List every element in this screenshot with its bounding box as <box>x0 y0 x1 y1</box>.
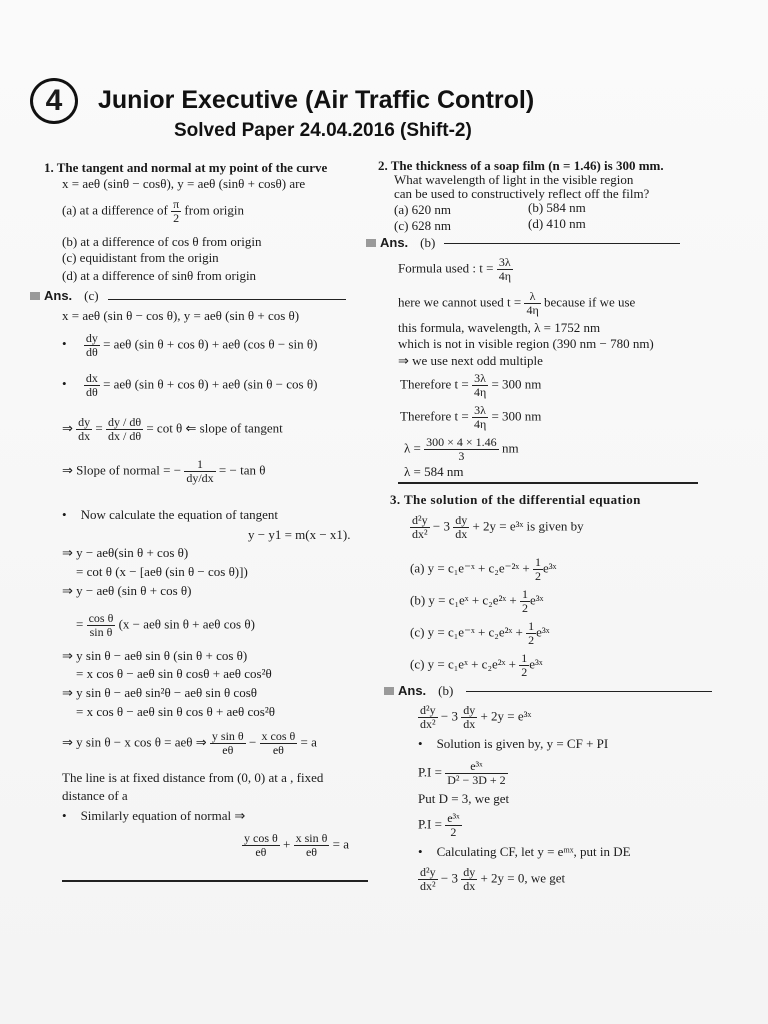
frac-pi <box>445 760 507 787</box>
q2-sol-line4: ⇒ we use next odd multiple <box>398 353 543 368</box>
q1-sol-step9-pre: ⇒ y sin θ − x cos θ = aeθ ⇒ <box>62 734 207 750</box>
q3-sol-pi <box>418 760 508 787</box>
frac-num: d²y <box>420 703 436 717</box>
frac-t1 <box>472 372 488 399</box>
q2-sol-here-post: because if we use <box>543 294 636 310</box>
answer-value: (b) <box>438 683 454 698</box>
answer-rule <box>108 299 346 300</box>
frac-den: 2 <box>521 665 528 679</box>
q3-sol-last-mid: − 3 <box>440 870 458 886</box>
q2-sol-therefore1 <box>400 372 541 399</box>
frac-ratio <box>106 416 143 443</box>
q1-sol-fixed-line2: distance of a <box>62 788 128 803</box>
frac-half <box>533 556 543 583</box>
q2-sol-here <box>398 290 635 317</box>
q1-stem-line2: x = aeθ (sinθ − cosθ), y = aeθ (sinθ + cosθ) are <box>62 176 306 191</box>
frac-den: sin θ <box>89 625 113 639</box>
frac-den: dx² <box>420 879 436 893</box>
frac-den: dθ <box>85 345 98 359</box>
frac-num: 1 <box>521 651 528 665</box>
q3-sol-de-mid: − 3 <box>440 708 458 724</box>
answer-marker-icon <box>30 292 40 300</box>
q2-sol-lambda <box>404 436 519 463</box>
answer-value: (c) <box>84 288 99 303</box>
q2-sol-lambda-pre: λ = <box>404 440 421 456</box>
frac-num: dy <box>455 513 468 527</box>
frac-num: 1 <box>528 619 535 633</box>
frac-num: • dx <box>85 371 98 385</box>
frac-den: eθ <box>272 743 284 757</box>
frac-num: 3λ <box>472 404 488 418</box>
page-subtitle: Solved Paper 24.04.2016 (Shift-2) <box>174 120 472 141</box>
q1-sol-similarly: • Similarly equation of normal ⇒ <box>62 808 245 823</box>
frac-3lambda <box>497 256 513 283</box>
q3-sol-de <box>418 704 531 731</box>
q3-de-post: + 2y = e³ˣ is given by <box>472 518 584 534</box>
q2-option-b: (b) 584 nm <box>528 200 586 215</box>
q3-option-d-text: (c) y = c₁eˣ + c₂e²ˣ + <box>410 656 516 672</box>
frac-den: dx <box>463 879 476 893</box>
q1-sol-step5: ⇒ y sin θ − aeθ sin θ (sin θ + cos θ) <box>62 648 248 663</box>
q2-sol-lambda-post: nm <box>501 440 519 456</box>
frac-num: x sin θ <box>295 831 328 845</box>
q1-sol-normal-eq: $\frac{\text{y cos θ}}{e\theta}$ + $\frac{\text{x sin θ}}{e\theta}$ = a <box>244 831 349 859</box>
frac-num: y cos θ <box>244 831 278 845</box>
q1-sol-now-calc: • Now calculate the equation of tangent <box>62 507 278 522</box>
q1-sol-fixed-line1: The line is at fixed distance from (0, 0) at a , fixed <box>62 770 324 785</box>
frac-den: 4η <box>473 385 487 399</box>
frac-num: e³ˣ <box>447 811 460 825</box>
q1-option-b: (b) at a difference of cos θ from origin <box>62 234 262 249</box>
frac-num: x cos θ <box>261 729 296 743</box>
frac-normal <box>184 458 215 485</box>
q2-stem-line2: What wavelength of light in the visible region <box>394 172 634 187</box>
frac-den: dx <box>78 429 91 443</box>
q3-option-tail: e³ˣ <box>536 624 550 640</box>
q1-sol-step3: ⇒ y − aeθ (sin θ + cos θ) <box>62 583 192 598</box>
q3-stem-line1: 3. The solution of the differential equation <box>390 492 641 507</box>
frac-num: e³ˣ <box>445 760 507 774</box>
answer-rule <box>444 243 680 244</box>
frac-den: 2 <box>450 825 457 839</box>
q2-option-d: (d) 410 nm <box>528 216 586 231</box>
frac-den: dx² <box>412 527 428 541</box>
q1-sol-step8: = x cos θ − aeθ sin θ cos θ + aeθ cos²θ <box>76 704 275 719</box>
frac-den: eθ <box>222 743 234 757</box>
frac-den: 2 <box>534 569 541 583</box>
frac-dydx <box>461 866 477 893</box>
q2-option-c: (c) 628 nm <box>394 218 452 233</box>
frac-den: dx² <box>420 717 436 731</box>
frac-num: • dy <box>85 331 98 345</box>
q3-option-tail: e³ˣ <box>542 560 557 576</box>
q1-sol-step4: = $\frac{\text{cos θ}}{\text{sin θ}}$ (x − aeθ sin θ + aeθ cos θ) <box>76 611 255 639</box>
frac-dydx <box>461 704 477 731</box>
q2-sol-therefore2 <box>400 404 541 431</box>
q3-de <box>410 514 584 541</box>
q1-sol-step2: = cot θ (x − [aeθ (sin θ − cos θ)]) <box>76 564 248 579</box>
frac-lambda <box>524 290 540 317</box>
frac-den: 3 <box>458 449 465 463</box>
q2-answer <box>366 234 435 252</box>
frac-num: 1 <box>184 458 215 472</box>
frac-num: y sin θ <box>211 729 244 743</box>
q2-stem-line1: 2. The thickness of a soap film (n = 1.46) is 300 mm. <box>378 158 664 173</box>
q1-sol-normal <box>62 458 265 485</box>
frac-d2y <box>410 514 430 541</box>
q1-sol-slope-rhs: = cot θ ⇐ slope of tangent <box>146 420 283 436</box>
q3-option-c <box>410 620 550 647</box>
q1-sol-step1: ⇒ y − aeθ(sin θ + cos θ) <box>62 545 189 560</box>
q1-sol-step9-post: = a <box>300 734 317 750</box>
q2-stem-line3: can be used to constructively reflect off the film? <box>394 186 650 201</box>
q3-sol-pi2-pre: P.I = <box>418 816 442 832</box>
answer-value: (b) <box>420 235 436 250</box>
q2-sol-t1-pre: Therefore t = <box>400 376 469 392</box>
frac-den: dx / dθ <box>108 429 142 443</box>
q2-sol-t1-post: = 300 nm <box>491 376 542 392</box>
frac-den: dx <box>455 527 468 541</box>
q1-option-c: (c) equidistant from the origin <box>62 250 219 265</box>
frac-num: 1 <box>521 587 528 601</box>
q1-stem-line1: 1. The tangent and normal at my point of the curve <box>44 160 328 175</box>
frac-num: 1 <box>534 555 541 569</box>
q2-end-rule <box>398 482 698 484</box>
q3-sol-put: Put D = 3, we get <box>418 791 510 806</box>
frac-num: d²y <box>412 513 428 527</box>
frac-num: π <box>173 197 180 211</box>
frac-den: eθ <box>255 845 267 859</box>
answer-label: Ans. <box>380 235 409 250</box>
q1-option-a-tail: from origin <box>184 202 244 218</box>
frac-num: dy / dθ <box>108 415 142 429</box>
q2-sol-here-pre: here we cannot used t = <box>398 294 522 310</box>
q2-sol-lambda-result: λ = 584 nm <box>404 464 464 479</box>
q1-sol-dx <box>62 372 317 399</box>
q1-option-a-fraction <box>171 198 181 225</box>
frac-ysin <box>210 730 246 757</box>
frac-num: λ <box>524 290 540 304</box>
frac-den: 2 <box>528 633 535 647</box>
q3-option-tail: e³ˣ <box>529 592 544 608</box>
q1-option-a <box>62 198 244 225</box>
frac-den: dy/dx <box>186 471 214 485</box>
q1-option-d: (d) at a difference of sinθ from origin <box>62 268 257 283</box>
q3-sol-bullet1: • Solution is given by, y = CF + PI <box>418 736 608 751</box>
q3-option-b-text: (b) y = c₁eˣ + c₂e²ˣ + <box>410 592 517 608</box>
q3-de-mid: − 3 <box>432 518 450 534</box>
q2-sol-line3: which is not in visible region (390 nm − 780 nm) <box>398 336 654 351</box>
frac-den: dx <box>463 717 476 731</box>
frac-dydx <box>453 514 469 541</box>
q1-answer <box>30 287 99 305</box>
frac-d2y <box>418 704 438 731</box>
frac-xsin <box>294 832 330 859</box>
q3-option-c-text: (c) y = c₁e⁻ˣ + c₂e²ˣ + <box>410 624 523 640</box>
frac-dy-dtheta <box>84 332 100 359</box>
q2-sol-formula <box>398 256 513 283</box>
frac-den: 2 <box>173 211 180 225</box>
q1-sol-step4-rhs: (x − aeθ sin θ + aeθ cos θ) <box>118 616 255 632</box>
answer-label: Ans. <box>398 683 427 698</box>
frac-den: 4η <box>498 269 511 283</box>
frac-num: dy <box>463 703 476 717</box>
q3-option-tail: e³ˣ <box>529 656 543 672</box>
q3-option-a-text: (a) y = c₁e⁻ˣ + c₂e⁻²ˣ + <box>410 560 530 576</box>
q2-sol-formula-pre: Formula used : t = <box>398 260 494 276</box>
q2-sol-t2-pre: Therefore t = <box>400 408 469 424</box>
answer-label: Ans. <box>44 288 73 303</box>
q1-sol-dy-rhs: = aeθ (sin θ + cos θ) + aeθ (cos θ − sin θ) <box>103 336 318 352</box>
q1-sol-normal-post: = − tan θ <box>218 462 266 478</box>
frac-den: 4η <box>473 417 487 431</box>
q1-sol-step6: = x cos θ − aeθ sin θ cosθ + aeθ cos²θ <box>76 666 272 681</box>
frac-num: dy <box>78 415 91 429</box>
q3-sol-last-post: + 2y = 0, we get <box>480 870 566 886</box>
q1-sol-tangent-eq: y − y1 = m(x − x1). <box>248 527 351 542</box>
frac-lambda-calc <box>424 436 499 463</box>
q3-option-d <box>410 652 543 679</box>
frac-num: 3λ <box>497 256 513 270</box>
frac-den: 4η <box>526 303 539 317</box>
q1-sol-normal-pre: ⇒ Slope of normal = − <box>62 462 182 478</box>
q3-sol-last <box>418 866 565 893</box>
page-title: Junior Executive (Air Traffic Control) <box>98 86 535 114</box>
q3-sol-de-post: + 2y = e³ˣ <box>480 708 532 724</box>
frac-den: D² − 3D + 2 <box>447 773 506 787</box>
q1-sol-step7: ⇒ y sin θ − aeθ sin²θ − aeθ sin θ cosθ <box>62 685 257 700</box>
answer-marker-icon <box>384 687 394 695</box>
frac-dx-dtheta <box>84 372 100 399</box>
frac-ycos <box>242 832 280 859</box>
q3-option-a <box>410 556 556 583</box>
q3-option-b <box>410 588 543 615</box>
q1-end-rule <box>62 880 368 882</box>
q1-sol-dy <box>62 332 317 359</box>
q2-option-a: (a) 620 nm <box>394 202 452 217</box>
q3-answer <box>384 682 453 700</box>
frac-num: 300 × 4 × 1.46 <box>426 435 497 449</box>
frac-cot <box>87 612 116 639</box>
frac-den: 2 <box>521 601 528 615</box>
frac-pi2 <box>445 812 461 839</box>
q1-sol-line1: x = aeθ (sin θ − cos θ), y = aeθ (sin θ + cos θ) <box>62 308 300 323</box>
answer-rule <box>466 691 712 692</box>
answer-marker-icon <box>366 239 376 247</box>
q3-sol-pi-pre: P.I = <box>418 764 442 780</box>
frac-d2y <box>418 866 438 893</box>
q1-sol-dx-rhs: = aeθ (sin θ + cos θ) + aeθ (sin θ − cos θ) <box>103 376 318 392</box>
q3-sol-pi2 <box>418 812 462 839</box>
paper-number-badge: 4 <box>30 78 78 124</box>
q2-sol-line2: this formula, wavelength, λ = 1752 nm <box>398 320 601 335</box>
q1-sol-slope: ⇒ $\frac{dy}{dx}$ = $\frac{dy / d\theta}{dx / d\theta}$ = cot θ ⇐ slope of tangent <box>62 415 283 443</box>
frac-half <box>520 588 530 615</box>
frac-den: dθ <box>85 385 98 399</box>
q3-sol-bullet2: • Calculating CF, let y = eᵐˣ, put in DE <box>418 844 631 859</box>
frac-half <box>519 652 529 679</box>
frac-xcos <box>260 730 298 757</box>
q1-sol-step9: ⇒ y sin θ − x cos θ = aeθ ⇒ $\frac{\text{y sin θ}}{e\theta}$ − $\frac{\text{x cos θ}}{e\theta}$ = a <box>62 729 317 757</box>
frac-num: cos θ <box>88 611 114 625</box>
q1-option-a-text: (a) at a difference of <box>62 202 168 218</box>
frac-den: eθ <box>305 845 318 859</box>
frac-num: 3λ <box>472 372 488 386</box>
frac-num: d²y <box>420 865 436 879</box>
q1-sol-normal-eq-post: = a <box>332 836 349 852</box>
frac-t2 <box>472 404 488 431</box>
frac-half <box>526 620 536 647</box>
frac-num: dy <box>463 865 476 879</box>
frac-dy-dx <box>76 416 92 443</box>
q2-sol-t2-post: = 300 nm <box>491 408 542 424</box>
